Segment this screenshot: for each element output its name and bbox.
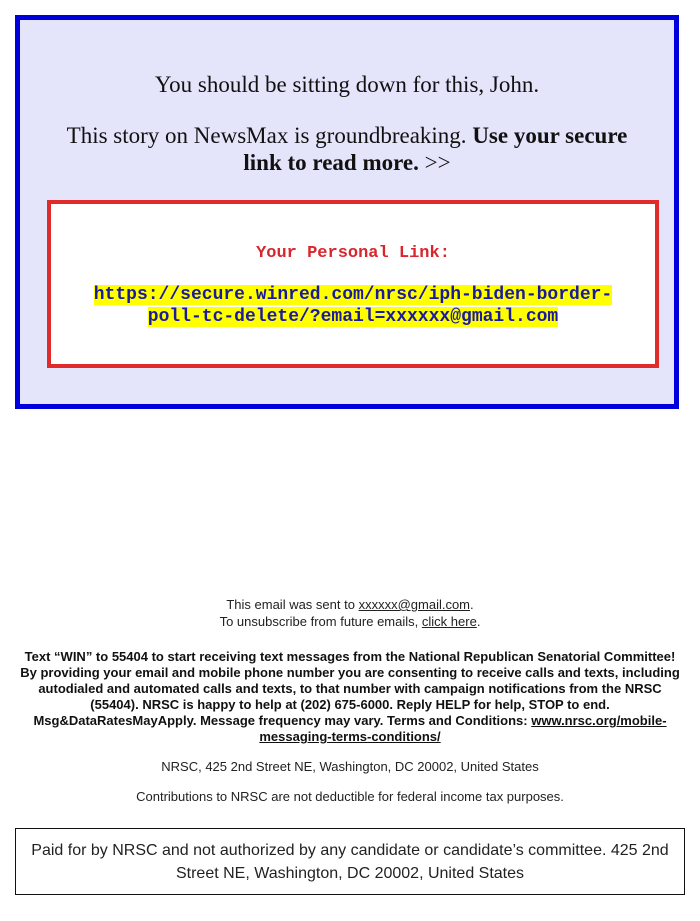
unsubscribe-line bbox=[20, 613, 680, 630]
unsubscribe-suffix: . bbox=[476, 614, 481, 629]
sent-to-prefix: This email was sent to bbox=[226, 597, 355, 612]
story-text bbox=[50, 122, 644, 176]
personal-link-label: Your Personal Link: bbox=[256, 244, 450, 263]
greeting-text: You should be sitting down for this, John. bbox=[154, 72, 540, 97]
mailing-address: NRSC, 425 2nd Street NE, Washington, DC 20002, United States bbox=[161, 759, 539, 774]
story-plain-text: This story on NewsMax is groundbreaking. bbox=[66, 123, 467, 148]
sms-disclaimer-text: Text “WIN” to 55404 to start receiving text messages from the National Republican Senatorial Committee! By providing your email and mobile phone number you are consenting to receive calls and texts, including autodialed and automated calls and texts, to that number with campaign notifications from the NRSC (55404). NRSC is happy to help at (202) 675-6000. Reply HELP for help, STOP to end. Msg&DataRatesMayApply. Message frequency may vary. Terms and Conditions: bbox=[20, 649, 680, 728]
personal-link-box bbox=[47, 200, 659, 368]
sms-disclaimer bbox=[18, 649, 682, 745]
unsubscribe-prefix: To unsubscribe from future emails, bbox=[219, 614, 419, 629]
footer-info bbox=[20, 596, 680, 630]
contributions-notice: Contributions to NRSC are not deductible for federal income tax purposes. bbox=[136, 789, 564, 804]
sent-to-suffix: . bbox=[470, 597, 474, 612]
personal-link[interactable]: https://secure.winred.com/nrsc/iph-biden-border-poll-tc-delete/?email=xxxxxx@gmail.com bbox=[93, 285, 613, 327]
unsubscribe-link[interactable]: click here bbox=[421, 614, 477, 629]
paid-for-disclaimer: Paid for by NRSC and not authorized by any candidate or candidate’s committee. 425 2nd Street NE, Washington, DC 20002, United States bbox=[15, 828, 685, 895]
personal-link-wrap bbox=[71, 284, 635, 328]
terms-link[interactable]: www.nrsc.org/mobile-messaging-terms-conditions/ bbox=[259, 713, 667, 744]
story-arrows: >> bbox=[424, 150, 451, 175]
promo-box bbox=[15, 15, 679, 409]
story-call-to-action: Use your secure link to read more. bbox=[243, 123, 628, 175]
sent-to-email-link[interactable]: xxxxxx@gmail.com bbox=[358, 597, 471, 612]
sent-to-line bbox=[20, 596, 680, 613]
